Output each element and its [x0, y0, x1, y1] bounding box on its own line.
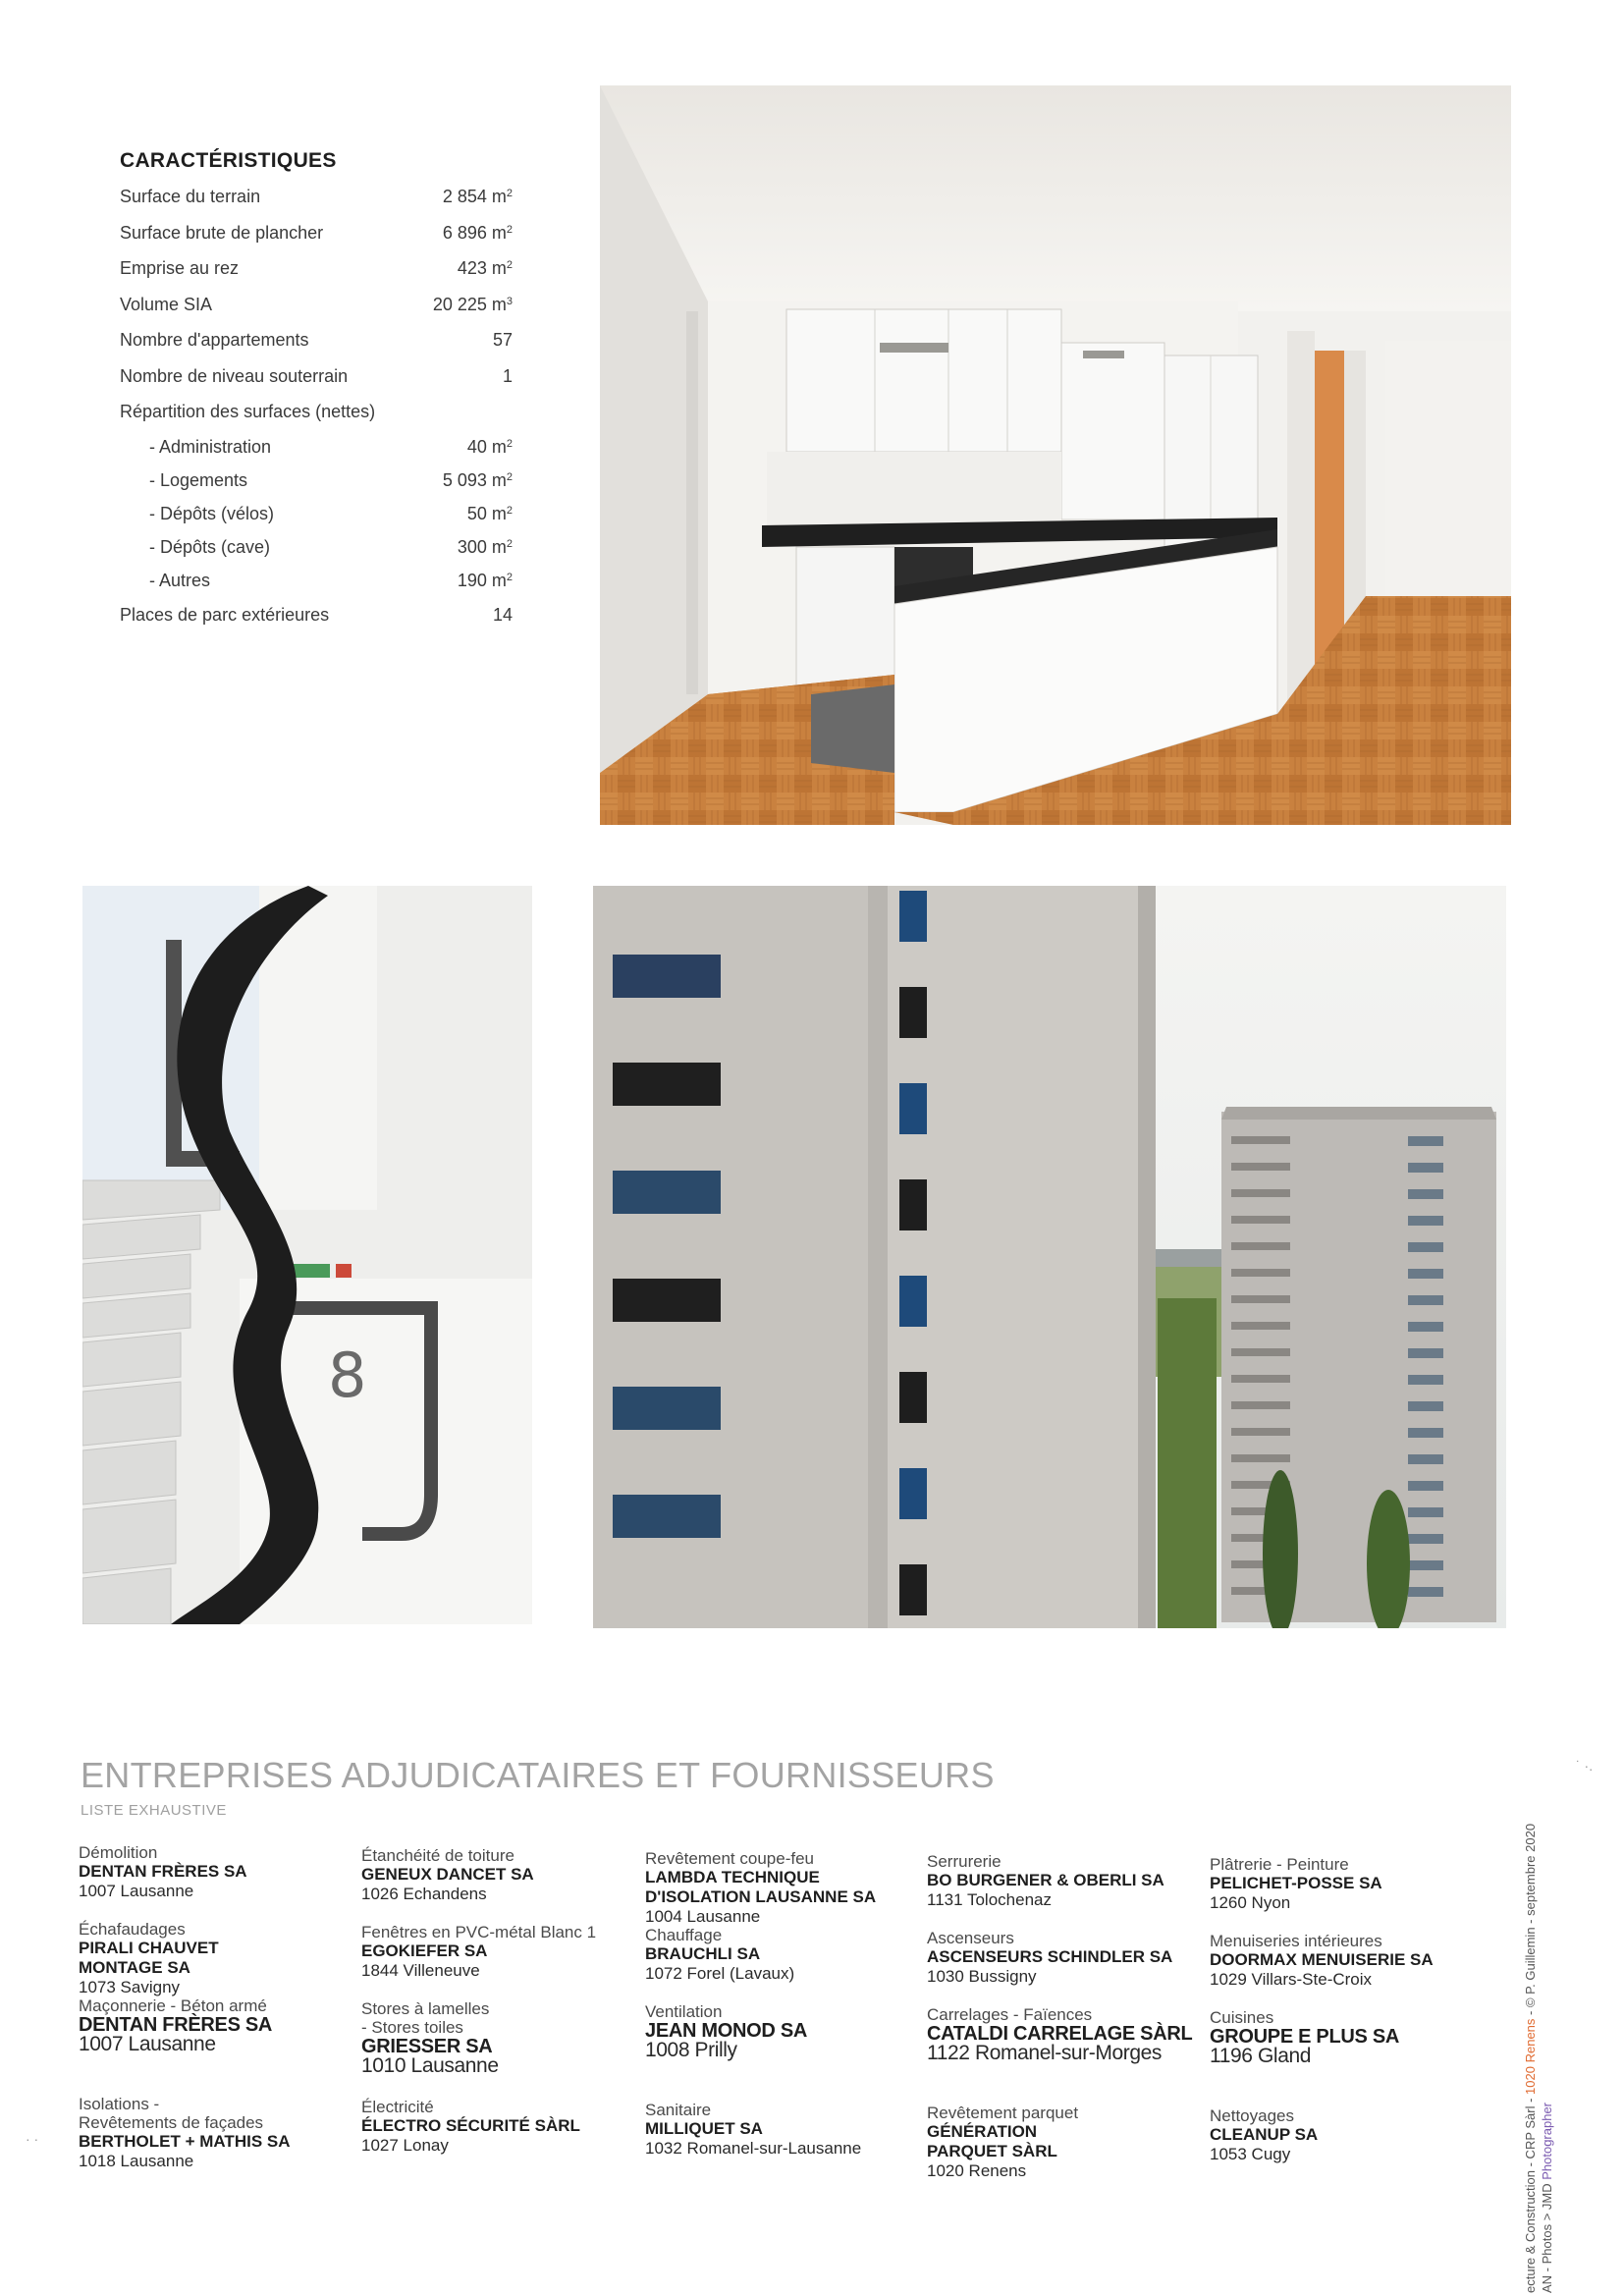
facade-slit-window	[899, 891, 927, 942]
spec-unit-exponent: 2	[506, 223, 513, 236]
contractor-company: D'ISOLATION LAUSANNE SA	[645, 1887, 877, 1906]
tower-balcony	[1231, 1189, 1290, 1197]
spec-value: 57	[492, 330, 513, 350]
facade-window	[613, 1387, 721, 1430]
contractor-city: 1032 Romanel-sur-Lausanne	[645, 2139, 862, 2158]
tower-window	[1408, 1375, 1443, 1385]
spec-row	[120, 250, 513, 287]
contractor-company: GRIESSER SA	[361, 2036, 493, 2057]
spec-row	[120, 530, 513, 564]
spec-value: 6 896 $m^2$	[442, 222, 513, 243]
spec-value: 423 $m^2$	[457, 258, 513, 278]
spec-label: Surface du terrain	[120, 187, 261, 206]
spec-unit-exponent: 2	[506, 571, 513, 583]
contractor-company: MONTAGE SA	[79, 1958, 190, 1977]
spec-row	[120, 564, 513, 597]
contractor-trade: Maçonnerie - Béton armé	[79, 1996, 267, 2015]
contractor-entry	[361, 1923, 651, 1981]
contractor-trade: Ventilation	[645, 2002, 723, 2021]
contractor-entry	[1210, 2008, 1499, 2066]
spec-label: - Logements	[149, 469, 248, 490]
contractor-trade: Sanitaire	[645, 2101, 712, 2119]
tower-balcony	[1231, 1454, 1290, 1462]
tower-window	[1408, 1136, 1443, 1146]
contractor-city: 1026 Echandens	[361, 1885, 487, 1903]
contractor-trade: Revêtement coupe-feu	[645, 1849, 814, 1868]
contractor-trade: Ascenseurs	[927, 1929, 1014, 1947]
spec-unit-exponent: 3	[506, 295, 513, 307]
credit-text: ecture & Construction - CRP Sàrl -	[1523, 2094, 1538, 2293]
contractor-city: 1010 Lausanne	[361, 2054, 499, 2077]
tower-window	[1408, 1454, 1443, 1464]
facade-slit-window	[899, 987, 927, 1038]
contractor-company: GENEUX DANCET SA	[361, 1865, 534, 1884]
spec-label: Nombre d'appartements	[120, 330, 309, 350]
contractor-city: 1073 Savigny	[79, 1978, 181, 1996]
contractor-trade: Stores à lamelles	[361, 1999, 490, 2018]
contractor-company: LAMBDA TECHNIQUE	[645, 1868, 820, 1886]
facade-window	[613, 955, 721, 998]
contractor-trade: Revêtement parquet	[927, 2104, 1079, 2122]
contractors-subtitle: LISTE EXHAUSTIVE	[81, 1802, 227, 1819]
tower-window	[1408, 1587, 1443, 1597]
contractor-city: 1131 Tolochenaz	[927, 1890, 1052, 1909]
spec-label: Nombre de niveau souterrain	[120, 365, 349, 386]
spec-value: 190 $m^2$	[457, 570, 513, 590]
contractor-company: PIRALI CHAUVET	[79, 1939, 219, 1957]
spec-unit-exponent: 2	[506, 537, 513, 550]
contractor-company: PELICHET-POSSE SA	[1210, 1874, 1382, 1892]
spec-row	[120, 497, 513, 530]
spec-value: 14	[492, 604, 513, 625]
tower-window	[1408, 1401, 1443, 1411]
floor-number: 8	[328, 1339, 367, 1411]
spec-row	[120, 394, 513, 430]
contractor-company: DOORMAX MENUISERIE SA	[1210, 1950, 1434, 1969]
scan-mark-left: · ·	[26, 2131, 39, 2147]
contractor-city: 1007 Lausanne	[79, 2033, 216, 2055]
contractor-trade: Plâtrerie - Peinture	[1210, 1855, 1349, 1874]
facade-window	[613, 1063, 721, 1106]
contractor-city: 1260 Nyon	[1210, 1893, 1291, 1912]
contractor-trade: Cuisines	[1210, 2008, 1274, 2027]
spec-value: 20 225 $m^3$	[432, 294, 513, 314]
spec-value: 40 $m^2$	[466, 436, 513, 457]
facade-window	[613, 1171, 721, 1214]
contractor-trade: Carrelages - Faïences	[927, 2005, 1093, 2024]
tower-balcony	[1231, 1375, 1290, 1383]
scan-mark: ˙ ·.	[1576, 1758, 1594, 1774]
contractor-city: 1020 Renens	[927, 2161, 1027, 2180]
contractor-company: ÉLECTRO SÉCURITÉ SÀRL	[361, 2116, 580, 2135]
spec-unit-exponent: 2	[506, 470, 513, 483]
specs-table	[120, 149, 513, 632]
contractor-trade: Isolations -	[79, 2095, 160, 2113]
contractor-trade: Démolition	[79, 1843, 158, 1862]
tower-window	[1408, 1216, 1443, 1226]
spec-value: 300 $m^2$	[457, 536, 513, 557]
tower-balcony	[1231, 1163, 1290, 1171]
tower-balcony	[1231, 1428, 1290, 1436]
spec-value: 5 093 $m^2$	[442, 469, 513, 490]
contractors-title: ENTREPRISES ADJUDICATAIRES ET FOURNISSEURS	[81, 1755, 995, 1795]
spec-label: - Dépôts (vélos)	[149, 503, 275, 523]
tower-balcony	[1231, 1322, 1290, 1330]
contractor-trade: Échafaudages	[79, 1920, 186, 1939]
credit-city: 1020 Renens	[1523, 2018, 1538, 2095]
tower-window	[1408, 1428, 1443, 1438]
kitchen-photo	[600, 85, 1511, 825]
contractor-entry	[645, 1926, 935, 1984]
tower-window	[1408, 1269, 1443, 1279]
contractor-city: 1072 Forel (Lavaux)	[645, 1964, 795, 1983]
spec-label: - Dépôts (cave)	[149, 536, 271, 557]
credit-line-1	[1522, 1763, 1539, 2293]
spec-value: 1	[502, 365, 513, 386]
spec-row	[120, 287, 513, 323]
tower-window	[1408, 1322, 1443, 1332]
contractor-city: 1018 Lausanne	[79, 2152, 194, 2170]
contractor-entry	[645, 2002, 935, 2060]
contractor-company: BRAUCHLI SA	[645, 1944, 761, 1963]
contractor-company: DENTAN FRÈRES SA	[79, 1862, 247, 1881]
contractor-city: 1007 Lausanne	[79, 1882, 194, 1900]
tower-balcony	[1231, 1242, 1290, 1250]
spec-unit-exponent: 2	[506, 259, 513, 271]
spec-label: - Administration	[149, 436, 272, 457]
spec-label: Volume SIA	[120, 294, 213, 314]
tower-balcony	[1231, 1216, 1290, 1224]
facade-slit-window	[899, 1083, 927, 1134]
contractor-entry	[927, 2005, 1217, 2063]
contractor-trade: Étanchéité de toiture	[361, 1846, 514, 1865]
contractor-entry	[361, 1846, 651, 1904]
facade-slit-window	[899, 1468, 927, 1519]
credit-photographer: Photographer	[1540, 2102, 1554, 2180]
contractor-city: 1053 Cugy	[1210, 2145, 1291, 2163]
tower-window	[1408, 1348, 1443, 1358]
facade-slit-window	[899, 1276, 927, 1327]
photo-credit	[1522, 1763, 1555, 2293]
contractor-entry	[79, 1996, 368, 2054]
facade-window	[613, 1495, 721, 1538]
contractor-company: JEAN MONOD SA	[645, 2020, 808, 2042]
spec-row	[120, 597, 513, 633]
specs-title: CARACTÉRISTIQUES	[120, 149, 337, 172]
contractor-trade: Fenêtres en PVC-métal Blanc 1	[361, 1923, 597, 1941]
spec-label: Surface brute de plancher	[120, 222, 324, 243]
credit-photos: AN - Photos > JMD	[1540, 2179, 1554, 2293]
credit-author: - © P. Guillemin - septembre 2020	[1523, 1823, 1538, 2019]
tower-balcony	[1231, 1348, 1290, 1356]
contractor-entry	[1210, 1855, 1499, 1913]
tower-window	[1408, 1507, 1443, 1517]
tower-window	[1408, 1560, 1443, 1570]
contractor-trade: - Stores toiles	[361, 2018, 463, 2037]
spec-row	[120, 179, 513, 215]
spec-row	[120, 464, 513, 497]
spec-unit-exponent: 2	[506, 504, 513, 517]
tower-balcony	[1231, 1136, 1290, 1144]
contractor-city: 1196 Gland	[1210, 2045, 1312, 2067]
spec-label: - Autres	[149, 570, 211, 590]
contractor-entry	[927, 1929, 1217, 1987]
spec-row	[120, 430, 513, 464]
tower-window	[1408, 1295, 1443, 1305]
contractor-entry	[1210, 2106, 1499, 2164]
specs-rows	[120, 179, 513, 632]
tower-facade-photo	[593, 886, 1506, 1628]
contractor-company: GROUPE E PLUS SA	[1210, 2026, 1400, 2048]
spec-row	[120, 358, 513, 395]
spec-unit-exponent: 2	[506, 188, 513, 199]
contractor-trade: Menuiseries intérieures	[1210, 1932, 1382, 1950]
spec-label: Répartition des surfaces (nettes)	[120, 402, 376, 421]
contractor-city: 1004 Lausanne	[645, 1907, 761, 1926]
tower-window	[1408, 1481, 1443, 1491]
tower-balcony	[1231, 1269, 1290, 1277]
contractor-trade: Électricité	[361, 2098, 434, 2116]
spec-unit-exponent: 2	[506, 437, 513, 450]
contractor-entry	[361, 1999, 651, 2076]
contractor-trade: Chauffage	[645, 1926, 723, 1944]
spec-value: 2 854 $m^2$	[442, 187, 513, 206]
facade-window	[613, 1279, 721, 1322]
contractor-company: CLEANUP SA	[1210, 2125, 1319, 2144]
spec-value: 50 $m^2$	[466, 503, 513, 523]
contractor-company: DENTAN FRÈRES SA	[79, 2014, 273, 2036]
contractor-company: MILLIQUET SA	[645, 2119, 763, 2138]
contractor-trade: Revêtements de façades	[79, 2113, 264, 2132]
tower-window	[1408, 1163, 1443, 1173]
contractor-trade: Serrurerie	[927, 1852, 1001, 1871]
contractor-company: BO BURGENER & OBERLI SA	[927, 1871, 1164, 1889]
contractor-entry	[361, 2098, 651, 2156]
spec-row	[120, 215, 513, 251]
contractor-trade: Nettoyages	[1210, 2106, 1294, 2125]
tower-balcony	[1231, 1295, 1290, 1303]
contractor-city: 1027 Lonay	[361, 2136, 449, 2155]
contractor-city: 1844 Villeneuve	[361, 1961, 480, 1980]
tower-window	[1408, 1534, 1443, 1544]
spec-row	[120, 322, 513, 358]
stairwell-photo	[82, 886, 532, 1624]
contractor-entry	[927, 2104, 1217, 2181]
facade-slit-window	[899, 1179, 927, 1230]
contractor-company: EGOKIEFER SA	[361, 1941, 488, 1960]
contractor-company: PARQUET SÀRL	[927, 2142, 1057, 2160]
contractor-entry	[79, 1920, 368, 1997]
contractor-entry	[79, 2095, 368, 2171]
contractor-city: 1030 Bussigny	[927, 1967, 1037, 1986]
contractor-company: BERTHOLET + MATHIS SA	[79, 2132, 291, 2151]
contractor-entry	[79, 1843, 368, 1901]
contractor-city: 1122 Romanel-sur-Morges	[927, 2042, 1163, 2064]
tower-window	[1408, 1189, 1443, 1199]
spec-label: Places de parc extérieures	[120, 604, 330, 625]
contractor-entry	[645, 1849, 935, 1927]
contractor-city: 1029 Villars-Ste-Croix	[1210, 1970, 1373, 1989]
facade-slit-window	[899, 1372, 927, 1423]
contractor-company: GÉNÉRATION	[927, 2122, 1038, 2141]
facade-slit-window	[899, 1564, 927, 1615]
credit-line-2	[1539, 1763, 1555, 2293]
contractor-entry	[645, 2101, 935, 2159]
contractor-entry	[927, 1852, 1217, 1910]
contractor-company: CATALDI CARRELAGE SÀRL	[927, 2023, 1193, 2045]
contractor-entry	[1210, 1932, 1499, 1990]
spec-label: Emprise au rez	[120, 258, 240, 278]
contractor-company: ASCENSEURS SCHINDLER SA	[927, 1947, 1173, 1966]
contractor-city: 1008 Prilly	[645, 2039, 737, 2061]
tower-window	[1408, 1242, 1443, 1252]
tower-balcony	[1231, 1401, 1290, 1409]
